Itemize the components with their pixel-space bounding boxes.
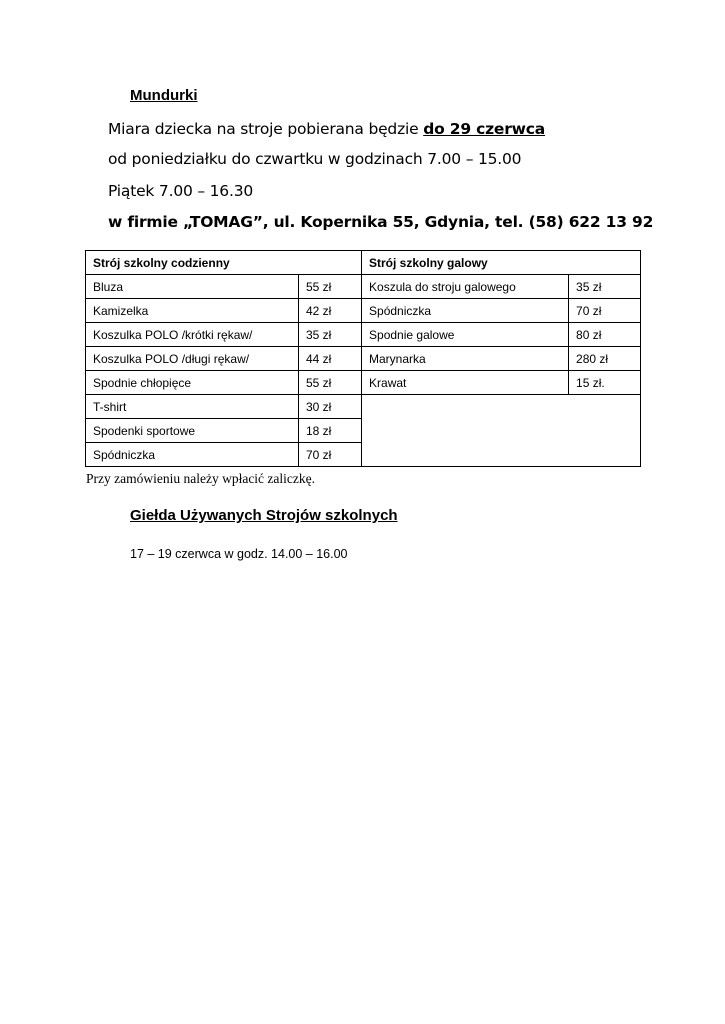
everyday-item: Bluza (86, 275, 299, 299)
measurement-info-line (108, 120, 545, 138)
everyday-price: 42 zł (299, 299, 362, 323)
weekday-hours-line: od poniedziałku do czwartku w godzinach 7.00 – 15.00 (108, 150, 522, 168)
everyday-price: 18 zł (299, 419, 362, 443)
formal-price: 15 zł. (569, 371, 641, 395)
formal-price: 70 zł (569, 299, 641, 323)
everyday-item: T-shirt (86, 395, 299, 419)
uniform-price-table (85, 250, 641, 467)
table-row (86, 371, 641, 395)
section-title-uniforms: Mundurki (130, 87, 198, 104)
formal-price: 280 zł (569, 347, 641, 371)
formal-item: Marynarka (362, 347, 569, 371)
section-title-used-uniforms: Giełda Używanych Strojów szkolnych (130, 507, 398, 524)
deposit-note: Przy zamówieniu należy wpłacić zaliczkę. (86, 471, 316, 486)
everyday-item: Koszulka POLO /długi rękaw/ (86, 347, 299, 371)
everyday-item: Spodenki sportowe (86, 419, 299, 443)
table-row (86, 395, 641, 419)
everyday-price: 55 zł (299, 275, 362, 299)
measurement-info-text: Miara dziecka na stroje pobierana będzie (108, 120, 424, 138)
everyday-price: 44 zł (299, 347, 362, 371)
table-row (86, 347, 641, 371)
everyday-item: Spódniczka (86, 443, 299, 467)
used-uniforms-dates: 17 – 19 czerwca w godz. 14.00 – 16.00 (130, 547, 348, 561)
company-address-line: w firmie „TOMAG”, ul. Kopernika 55, Gdynia, tel. (58) 622 13 92 (108, 213, 654, 231)
formal-item: Spódniczka (362, 299, 569, 323)
friday-hours-line: Piątek 7.00 – 16.30 (108, 182, 254, 200)
everyday-uniform-header: Strój szkolny codzienny (86, 251, 362, 275)
empty-formal-cell (362, 395, 641, 467)
table-row (86, 299, 641, 323)
everyday-item: Koszulka POLO /krótki rękaw/ (86, 323, 299, 347)
formal-price: 35 zł (569, 275, 641, 299)
everyday-price: 30 zł (299, 395, 362, 419)
formal-item: Koszula do stroju galowego (362, 275, 569, 299)
formal-uniform-header: Strój szkolny galowy (362, 251, 641, 275)
everyday-price: 70 zł (299, 443, 362, 467)
formal-price: 80 zł (569, 323, 641, 347)
everyday-item: Spodnie chłopięce (86, 371, 299, 395)
table-header-row (86, 251, 641, 275)
table-row (86, 323, 641, 347)
formal-item: Krawat (362, 371, 569, 395)
everyday-price: 55 zł (299, 371, 362, 395)
table-row (86, 275, 641, 299)
everyday-price: 35 zł (299, 323, 362, 347)
everyday-item: Kamizelka (86, 299, 299, 323)
deadline-text: do 29 czerwca (423, 120, 546, 138)
formal-item: Spodnie galowe (362, 323, 569, 347)
